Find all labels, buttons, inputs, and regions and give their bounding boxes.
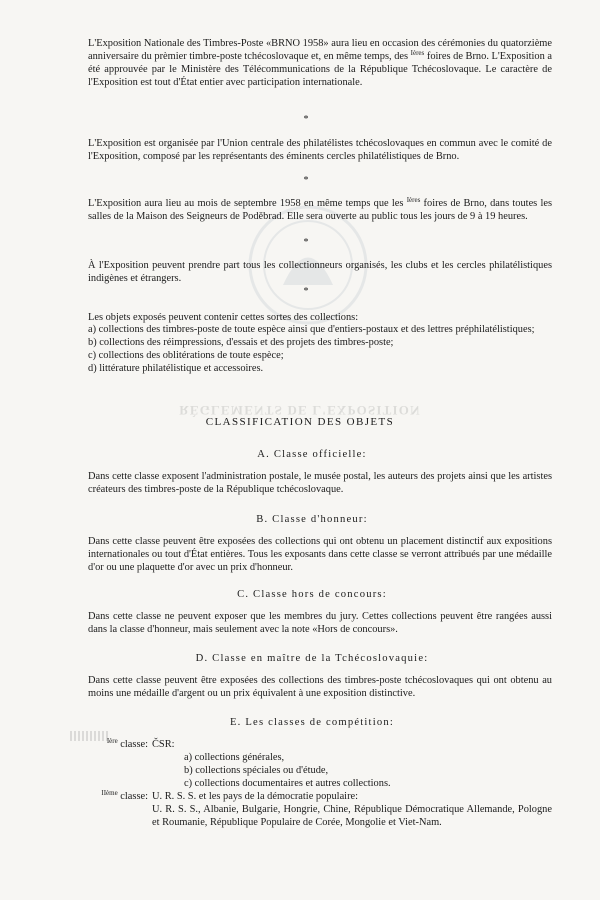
objects-list: [88, 323, 552, 375]
list-item: b) collections des réimpressions, d'essais et des projets des timbres-poste;: [88, 337, 394, 348]
list-item: c) collections des oblitérations de toute espèce;: [88, 350, 284, 361]
class-a-text: Dans cette classe exposent l'administration postale, le musée postal, les auteurs des projets ainsi que les artistes créateurs des timbres-poste de la République tchécoslovaque.: [88, 471, 552, 495]
intro-paragraph: L'Exposition Nationale des Timbres-Poste «BRNO 1958» aura lieu en occasion des cérémonies du quatorzième anniversaire du prèmier timbre-poste tchécoslovaque et, en même temps, des $^{Ières}$ foires de Brno. L'Exposition a été approuvée par le Ministère des Télécommunications de la République Tchécoslovaque. Le caractère de l'Exposition est tout d'État entier avec participation internationale.: [88, 38, 552, 88]
first-class-label: $^{Ière}$ classe:: [106, 737, 148, 750]
first-class-row: [88, 738, 552, 790]
class-b-heading: B. Classe d'honneur:: [256, 514, 368, 525]
separator-star: *: [303, 286, 309, 297]
list-item: a) collections générales,: [184, 752, 285, 763]
class-d-heading: D. Classe en maître de la Tchécoslovaquie:: [195, 653, 429, 664]
mirrored-heading-bleedthrough: RÈGLEMENTS DE L'EXPOSITION: [179, 403, 421, 418]
class-c-heading: C. Classe hors de concours:: [237, 589, 387, 600]
list-item: b) collections spéciales ou d'étude,: [184, 765, 329, 776]
list-item: d) littérature philatélistique et accessoires.: [88, 363, 264, 374]
separator-star: *: [303, 175, 309, 186]
class-d-text: Dans cette classe peuvent être exposées des collections des timbres-poste tchécoslovaques qui ont obtenu au moins une médaille d'argent ou un prix équivalent à une exposition distinctive.: [88, 675, 552, 699]
class-c-text: Dans cette classe ne peuvent exposer que les membres du jury. Cettes collections peuvent être rangées aussi dans la classe d'honneur, mais seulement avec la note «Hors de concours».: [88, 611, 552, 635]
class-e-heading: E. Les classes de compétition:: [230, 717, 394, 728]
classification-heading: CLASSIFICATION DES OBJETS: [205, 416, 395, 428]
participants-paragraph: À l'Exposition peuvent prendre part tous les collectionneurs organisés, les clubs et les cercles philatélistiques indigènes et étrangers.: [88, 260, 552, 284]
separator-star: *: [303, 114, 309, 125]
list-item: a) collections des timbres-poste de toute espèce ainsi que d'entiers-postaux et des lettres préphilatélistiques;: [88, 324, 535, 335]
class-b-text: Dans cette classe peuvent être exposées des collections qui ont obtenu un placement distinctif aux expositions internationales ou tout d'État entières. Tous les exposants dans cette classe se verront attribués par une médaille d'or ou une plaquette d'or avec un prix d'honneur.: [88, 536, 552, 573]
class-a-heading: A. Classe officielle:: [257, 449, 367, 460]
first-class-country: ČSR:: [152, 739, 175, 750]
separator-star: *: [303, 237, 309, 248]
second-class-row: [88, 790, 552, 829]
first-class-body: [152, 738, 552, 790]
organization-paragraph: L'Exposition est organisée par l'Union centrale des philatélistes tchécoslovaques en commun avec le comité de l'Exposition, composé par les représentants des éminents cercles philatélistiques de Brno.: [88, 138, 552, 162]
second-class-label: $^{IIème}$ classe:: [101, 789, 148, 802]
second-class-countries: U. R. S. S., Albanie, Bulgarie, Hongrie, Chine, République Démocratique Allemande, Pologne et Roumanie, République Populaire de Corée, Mongolie et Viet-Nam.: [152, 804, 552, 828]
dates-paragraph: L'Exposition aura lieu au mois de septembre 1958 en même temps que les $^{Ières}$ foires de Brno, dans toutes les salles de la Maison des Seigneurs de Poděbrad. Elle sera ouverte au public tous les jours de 9 à 19 heures.: [88, 196, 553, 222]
second-class-heading-line: U. R. S. S. et les pays de la démocratie populaire:: [152, 791, 359, 802]
competition-classes: [88, 738, 552, 829]
second-class-body: [152, 790, 552, 829]
objects-intro: Les objets exposés peuvent contenir cettes sortes des collections:: [88, 312, 359, 323]
list-item: c) collections documentaires et autres collections.: [184, 778, 391, 789]
